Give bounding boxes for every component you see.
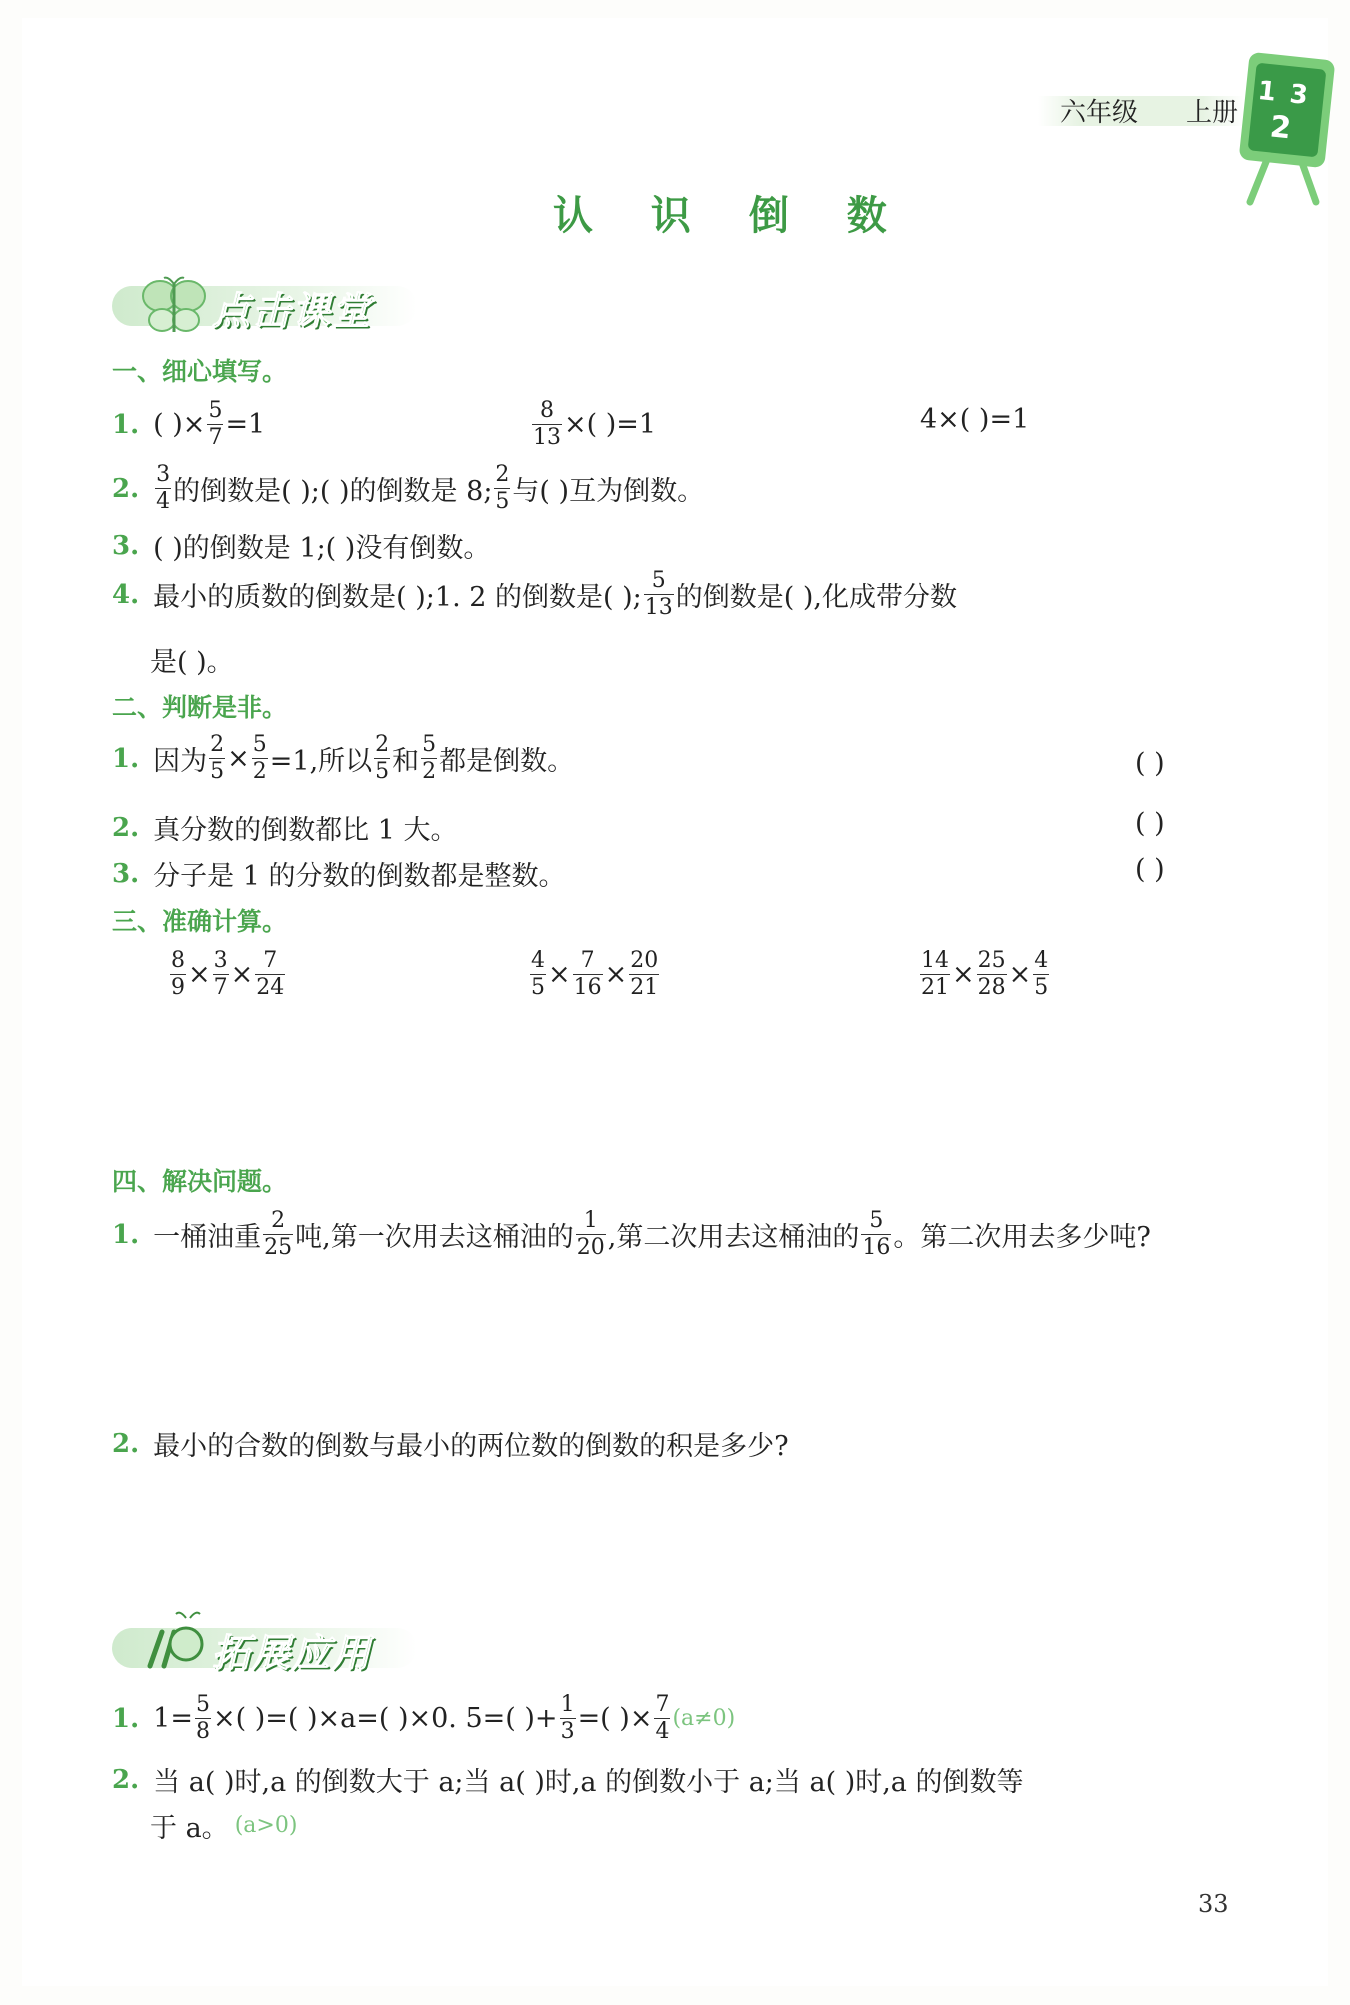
bee-icon: [140, 1610, 212, 1676]
fraction-numerator: 14: [921, 948, 949, 973]
fraction-numerator: 7: [580, 948, 595, 973]
question-number: 4.: [112, 579, 140, 610]
header-volume: 上册: [1186, 98, 1239, 128]
fraction-numerator: 3: [213, 948, 228, 973]
question-number: 1.: [112, 409, 140, 440]
question-number: 2.: [112, 473, 140, 504]
question-text: 都是倒数。: [439, 746, 575, 777]
question-text: 真分数的倒数都比 1 大。: [153, 815, 458, 846]
question-number: 2.: [112, 812, 140, 843]
fraction-numerator: 5: [422, 732, 437, 757]
fraction-denominator: 7: [213, 975, 228, 1000]
fraction-numerator: 2: [271, 1208, 286, 1233]
times-sign: ×: [1008, 959, 1032, 990]
fraction-denominator: 20: [576, 1235, 605, 1260]
question-text: =1: [225, 409, 266, 440]
question-text: ×( )=1: [564, 409, 657, 440]
answer-box: ( ): [1135, 808, 1165, 839]
question-number: 1.: [112, 1219, 140, 1250]
fraction: [170, 950, 186, 999]
question-2-3: [112, 854, 566, 893]
fraction-denominator: 5: [210, 759, 225, 784]
fraction: [374, 734, 390, 783]
fraction-denominator: 5: [1034, 975, 1049, 1000]
section-compute-heading: 三、准确计算。: [112, 907, 288, 936]
fraction: [920, 950, 950, 999]
question-4-2: [112, 1424, 789, 1463]
fraction-denominator: 28: [977, 975, 1006, 1000]
condition-note: (a>0): [234, 1813, 298, 1838]
section-problems-heading: 四、解决问题。: [112, 1167, 288, 1196]
fraction-numerator: 3: [156, 462, 171, 487]
fraction: [576, 1210, 606, 1259]
question-1-1-c: [920, 404, 1029, 435]
fraction: [532, 400, 562, 449]
question-1-2: [112, 464, 704, 513]
answer-box: ( ): [1135, 748, 1165, 779]
fraction: [155, 464, 171, 513]
times-sign: ×: [227, 743, 250, 774]
fraction-denominator: 8: [195, 1719, 210, 1744]
fraction-numerator: 8: [540, 398, 554, 423]
badge-digit-1: 1: [1256, 75, 1278, 108]
blackboard-icon: [1238, 52, 1338, 212]
fraction: [530, 950, 546, 999]
fraction: [1033, 950, 1049, 999]
fraction-denominator: 2: [252, 759, 267, 784]
times-sign: ×: [604, 959, 628, 990]
expression-1: [168, 950, 287, 999]
question-1-3: [112, 526, 490, 565]
question-number: 2.: [112, 1764, 140, 1795]
fraction-numerator: 2: [375, 732, 390, 757]
header-grade: 六年级: [1060, 98, 1139, 128]
question-text: 。第二次用去多少吨?: [893, 1222, 1151, 1253]
question-text: =1,所以: [269, 746, 373, 777]
fraction-denominator: 2: [422, 759, 437, 784]
question-1-4-cont: [150, 640, 234, 679]
fraction: [209, 734, 225, 783]
answer-box: ( ): [1135, 854, 1165, 885]
fraction-numerator: 8: [171, 948, 185, 973]
butterfly-icon: [138, 274, 210, 338]
fraction: [560, 1694, 576, 1743]
question-1-1: [112, 400, 265, 449]
question-text: ,第二次用去这桶油的: [607, 1222, 860, 1253]
extension-question-1: [112, 1694, 735, 1743]
fraction: [207, 400, 223, 449]
badge-digit-3: 3: [1288, 79, 1310, 112]
badge-digit-2: 2: [1268, 109, 1293, 147]
fraction: [573, 950, 603, 999]
fraction: [644, 570, 674, 619]
extension-question-2: [112, 1760, 1023, 1799]
fraction-denominator: 21: [630, 975, 659, 1000]
question-1-1-b: [530, 400, 656, 449]
question-number: 1.: [112, 1703, 140, 1734]
fraction-denominator: 13: [644, 595, 673, 620]
fraction-denominator: 16: [573, 975, 602, 1000]
page-number: 33: [1198, 1890, 1229, 1918]
fraction: [861, 1210, 891, 1259]
question-text: 1=: [153, 1703, 193, 1734]
fraction-numerator: 25: [977, 948, 1006, 973]
fraction-numerator: 1: [583, 1208, 598, 1233]
fraction-denominator: 4: [156, 489, 171, 514]
extension-question-2-cont: [150, 1806, 297, 1845]
fraction-denominator: 13: [533, 425, 561, 450]
question-text: 吨,第一次用去这桶油的: [295, 1222, 574, 1253]
fraction-denominator: 5: [375, 759, 390, 784]
fraction-denominator: 25: [264, 1235, 293, 1260]
times-sign: ×: [230, 959, 254, 990]
question-text: =( )×: [577, 1703, 653, 1734]
fraction-numerator: 4: [531, 948, 545, 973]
fraction-denominator: 7: [208, 425, 223, 450]
question-text: 最小的质数的倒数是( );1. 2 的倒数是( );: [153, 582, 642, 613]
question-2-2: [112, 808, 458, 847]
fraction-numerator: 5: [651, 568, 666, 593]
fraction-numerator: 4: [1034, 948, 1049, 973]
question-text: ( )的倒数是 1;( )没有倒数。: [153, 533, 491, 564]
page-title: 认 识 倒 数: [553, 193, 909, 239]
expression-3: [918, 950, 1051, 999]
times-sign: ×: [548, 959, 571, 990]
fraction-denominator: 16: [862, 1235, 891, 1260]
fraction: [255, 950, 285, 999]
question-text: 的倒数是( );( )的倒数是 8;: [173, 476, 493, 507]
fraction-denominator: 3: [560, 1719, 575, 1744]
fraction: [494, 464, 510, 513]
fraction: [629, 950, 659, 999]
question-number: 3.: [112, 530, 140, 561]
section-judge-heading: 二、判断是非。: [112, 693, 288, 722]
question-text: 因为: [153, 746, 208, 777]
question-text: 与( )互为倒数。: [512, 476, 705, 507]
condition-note: (a≠0): [672, 1706, 736, 1731]
fraction-numerator: 7: [263, 948, 278, 973]
expression-2: [528, 950, 661, 999]
fraction-numerator: 5: [252, 732, 267, 757]
fraction-numerator: 7: [655, 1692, 670, 1717]
fraction-numerator: 5: [195, 1692, 210, 1717]
question-number: 2.: [112, 1428, 140, 1459]
fraction-denominator: 24: [256, 975, 285, 1000]
question-text: 是( )。: [150, 647, 234, 678]
question-1-4: [112, 570, 957, 619]
fraction: [252, 734, 268, 783]
question-text: 最小的合数的倒数与最小的两位数的倒数的积是多少?: [153, 1431, 789, 1462]
fraction-numerator: 20: [630, 948, 659, 973]
question-text: 当 a( )时,a 的倒数大于 a;当 a( )时,a 的倒数小于 a;当 a( )时,a 的倒数等: [153, 1767, 1024, 1798]
fraction-denominator: 21: [921, 975, 949, 1000]
fraction-numerator: 5: [869, 1208, 884, 1233]
banner-extension: 拓展应用: [212, 1631, 373, 1675]
fraction-denominator: 4: [655, 1719, 670, 1744]
question-text: 一桶油重: [153, 1222, 262, 1253]
fraction-denominator: 5: [495, 489, 510, 514]
times-sign: ×: [188, 959, 211, 990]
fraction-numerator: 2: [210, 732, 225, 757]
fraction: [195, 1694, 211, 1743]
question-text: ( )×: [153, 409, 206, 440]
question-number: 3.: [112, 858, 140, 889]
question-text: 分子是 1 的分数的倒数都是整数。: [153, 861, 566, 892]
banner-click-class: 点击课堂: [212, 289, 373, 333]
question-text: 的倒数是( ),化成带分数: [675, 582, 957, 613]
question-text: ×( )=( )×a=( )×0. 5=( )+: [212, 1703, 558, 1734]
question-text: 和: [392, 746, 420, 777]
fraction-denominator: 5: [531, 975, 545, 1000]
section-fill-in-heading: 一、细心填写。: [112, 357, 288, 386]
fraction-denominator: 9: [171, 975, 185, 1000]
question-2-1: [112, 734, 574, 783]
question-number: 1.: [112, 743, 140, 774]
fraction: [654, 1694, 670, 1743]
fraction-numerator: 1: [560, 1692, 575, 1717]
question-text: 于 a。: [150, 1813, 229, 1844]
fraction: [421, 734, 437, 783]
fraction: [977, 950, 1007, 999]
fraction-numerator: 5: [208, 398, 223, 423]
fraction-numerator: 2: [495, 462, 510, 487]
fraction: [213, 950, 229, 999]
fraction: [263, 1210, 293, 1259]
times-sign: ×: [952, 959, 975, 990]
question-4-1: [112, 1210, 1151, 1259]
question-text: 4×( )=1: [920, 404, 1030, 435]
